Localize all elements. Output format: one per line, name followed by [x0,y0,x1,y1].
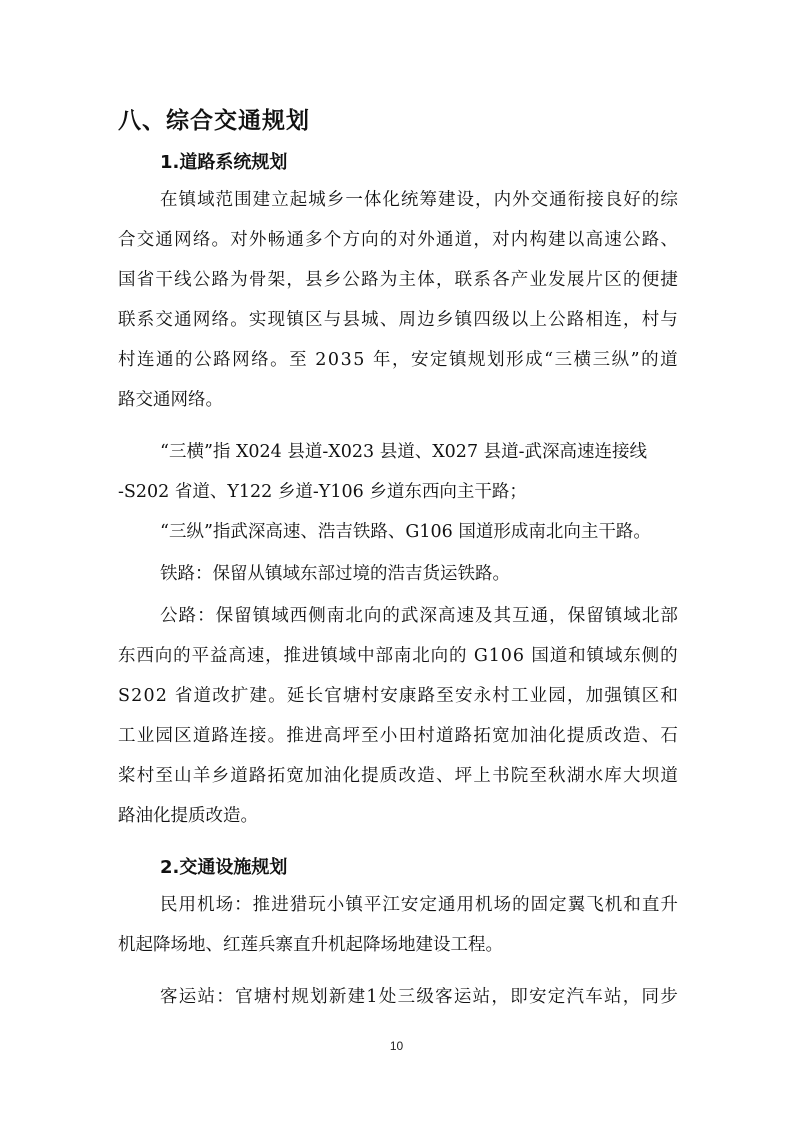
paragraph-line: 联 系 交 通 网 络 。 实 现 镇 区 与 县 城 、 周 边 乡 镇 四 级 以 上 公 路 相 连 ， 村 与 [118,310,678,330]
paragraph-line: “三纵”指武深高速、浩吉铁路、G106 国道形成南北向主干路。 [160,522,651,542]
paragraph-line: 公 路 ： 保 留 镇 域 西 侧 南 北 向 的 武 深 高 速 及 其 互 通 ， 保 留 镇 域 北 部 [160,606,678,626]
paragraph-line: 国 省 干 线 公 路 为 骨 架 ， 县 乡 公 路 为 主 体 ， 联 系 各 产 业 发 展 片 区 的 便 捷 [118,270,678,290]
subsection-heading-roads: 1.道路系统规划 [160,152,288,173]
paragraph-line: 合 交 通 网 络 。 对 外 畅 通 多 个 方 向 的 对 外 通 道 ， 对 内 构 建 以 高 速 公 路 、 [118,230,678,250]
paragraph-line: “三横”指 X024 县道-X023 县道、X027 县道-武深高速连接线 [160,442,648,462]
paragraph-line: 在 镇 域 范 围 建 立 起 城 乡 一 体 化 统 筹 建 设 ， 内 外 交 通 衔 接 良 好 的 综 [160,190,678,210]
paragraph-line: 路油化提质改造。 [118,806,258,826]
paragraph-line: S 2 0 2 省 道 改 扩 建 。 延 长 官 塘 村 安 康 路 至 安 永 村 工 业 园 ， 加 强 镇 区 和 [118,686,678,706]
paragraph-line: 铁路：保留从镇域东部过境的浩吉货运铁路。 [160,564,510,584]
paragraph-line: 东 西 向 的 平 益 高 速 ， 推 进 镇 域 中 部 南 北 向 的 G 1 0 6 国 道 和 镇 域 东 侧 的 [118,646,678,666]
section-heading: 八、综合交通规划 [118,108,310,134]
paragraph-line: 村 连 通 的 公 路 网 络 。 至 2 0 3 5 年 ， 安 定 镇 规 划 形 成 “ 三 横 三 纵 ” 的 道 [118,350,678,370]
subsection-heading-facilities: 2.交通设施规划 [160,857,288,878]
page-number: 10 [389,1039,404,1053]
paragraph-line: 路交通网络。 [118,390,223,410]
paragraph-line: 工 业 园 区 道 路 连 接 。 推 进 高 坪 至 小 田 村 道 路 拓 宽 加 油 化 提 质 改 造 、 石 [118,726,678,746]
paragraph-line: 民 用 机 场 ： 推 进 猎 玩 小 镇 平 江 安 定 通 用 机 场 的 固 定 翼 飞 机 和 直 升 [160,895,678,915]
paragraph-line: -S202 省道、Y122 乡道-Y106 乡道东西向主干路； [118,482,527,502]
paragraph-line: 桨 村 至 山 羊 乡 道 路 拓 宽 加 油 化 提 质 改 造 、 坪 上 书 院 至 秋 湖 水 库 大 坝 道 [118,766,678,786]
paragraph-line: 机起降场地、红莲兵寨直升机起降场地建设工程。 [118,935,503,955]
paragraph-line: 客 运 站 ： 官 塘 村 规 划 新 建 1 处 三 级 客 运 站 ， 即 安 定 汽 车 站 ， 同 步 [160,987,678,1007]
